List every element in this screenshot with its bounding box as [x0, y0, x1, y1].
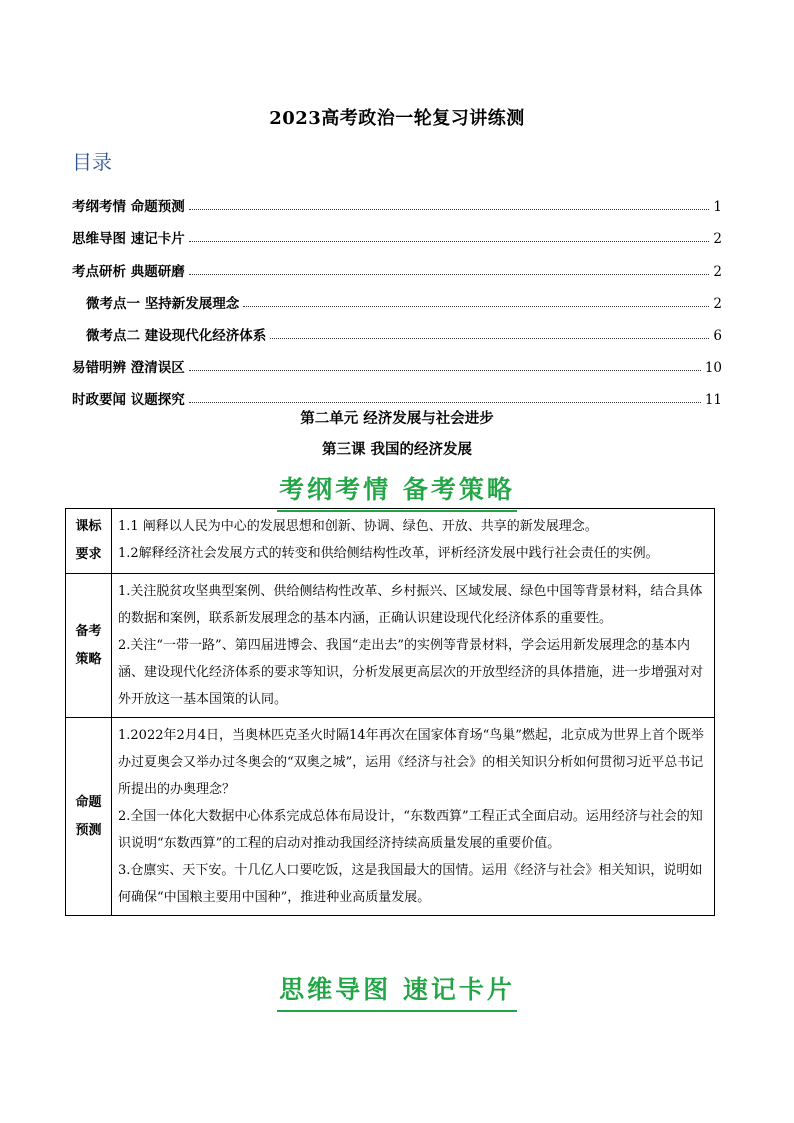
document-title: 2023高考政治一轮复习讲练测	[269, 108, 525, 129]
toc-leader-dots	[189, 241, 710, 242]
toc-entry-page: 1	[713, 199, 722, 216]
toc-entry-page: 2	[713, 231, 722, 248]
row-content	[112, 718, 715, 916]
toc-leader-dots	[243, 306, 709, 307]
toc-entry[interactable]	[72, 376, 722, 408]
section-banner-mind-map	[0, 970, 794, 1012]
toc-leader-dots	[189, 402, 701, 403]
toc-entry-label: 时政要闻 议题探究	[72, 392, 185, 409]
table-of-contents	[72, 183, 722, 408]
paragraph: 1.2解释经济社会发展方式的转变和供给侧结构性改革，评析经济发展中践行社会责任的实例。	[118, 546, 659, 561]
toc-leader-dots	[189, 370, 701, 371]
row-header-curriculum: 课标要求	[66, 509, 112, 574]
toc-entry-page: 11	[704, 392, 722, 409]
row-header-prediction: 命题预测	[66, 718, 112, 916]
banner-text: 考纲考情 备考策略	[279, 475, 515, 504]
toc-entry[interactable]	[72, 344, 722, 376]
row-content	[112, 574, 715, 718]
toc-entry-label: 易错明辨 澄清误区	[72, 360, 185, 377]
banner-text: 思维导图 速记卡片	[279, 975, 515, 1004]
toc-heading: 目录	[72, 150, 112, 174]
section-banner-exam-outline	[0, 470, 794, 512]
toc-entry-page: 2	[713, 263, 722, 280]
requirements-table	[65, 508, 715, 916]
toc-leader-dots	[189, 209, 710, 210]
lesson-title: 第三课 我国的经济发展	[321, 441, 473, 458]
toc-leader-dots	[270, 338, 709, 339]
toc-entry-page: 6	[713, 327, 722, 344]
toc-entry-label: 思维导图 速记卡片	[72, 231, 185, 248]
toc-entry-label: 考纲考情 命题预测	[72, 199, 185, 216]
toc-entry[interactable]	[72, 183, 722, 215]
toc-entry[interactable]	[72, 215, 722, 247]
table-row	[66, 574, 715, 718]
toc-entry-label: 微考点二 建设现代化经济体系	[86, 327, 267, 344]
paragraph: 2.全国一体化大数据中心体系完成总体布局设计，“东数西算”工程正式全面启动。运用经济与社会的知识说明“东数西算”的工程的启动对推动我国经济持续高质量发展的重要价值。	[118, 809, 703, 851]
row-header-strategy: 备考策略	[66, 574, 112, 718]
paragraph: 1.1 阐释以人民为中心的发展思想和创新、协调、绿色、开放、共享的新发展理念。	[118, 519, 598, 534]
table-row	[66, 509, 715, 574]
toc-subentry[interactable]	[72, 280, 722, 312]
table-row	[66, 718, 715, 916]
banner-underline	[277, 1010, 517, 1012]
paragraph: 1.关注脱贫攻坚典型案例、供给侧结构性改革、乡村振兴、区域发展、绿色中国等背景材料，结合具体的数据和案例，联系新发展理念的基本内涵，正确认识建设现代化经济体系的重要性。	[118, 584, 703, 626]
toc-entry-page: 10	[704, 360, 722, 377]
row-content	[112, 509, 715, 574]
toc-entry-page: 2	[713, 295, 722, 312]
toc-entry-label: 考点研析 典题研磨	[72, 263, 185, 280]
unit-title: 第二单元 经济发展与社会进步	[300, 410, 494, 427]
toc-entry-label: 微考点一 坚持新发展理念	[86, 295, 240, 312]
toc-entry[interactable]	[72, 247, 722, 279]
paragraph: 1.2022年2月4日，当奥林匹克圣火时隔14年再次在国家体育场“鸟巢”燃起，北京成为世界上首个既举办过夏奥会又举办过冬奥会的“双奥之城”，运用《经济与社会》的相关知识分析如何贯彻习近平总书记所提出的办奥理念？	[118, 728, 704, 797]
toc-leader-dots	[189, 274, 710, 275]
paragraph: 3.仓廪实、天下安。十几亿人口要吃饭，这是我国最大的国情。运用《经济与社会》相关知识，说明如何确保“中国粮主要用中国种”，推进种业高质量发展。	[118, 863, 703, 905]
paragraph: 2.关注“一带一路”、第四届进博会、我国“走出去”的实例等背景材料，学会运用新发展理念的基本内涵、建设现代化经济体系的要求等知识，分析发展更高层次的开放型经济的具体措施，进一步增强对对外开放这一基本国策的认同。	[118, 638, 704, 707]
toc-subentry[interactable]	[72, 312, 722, 344]
